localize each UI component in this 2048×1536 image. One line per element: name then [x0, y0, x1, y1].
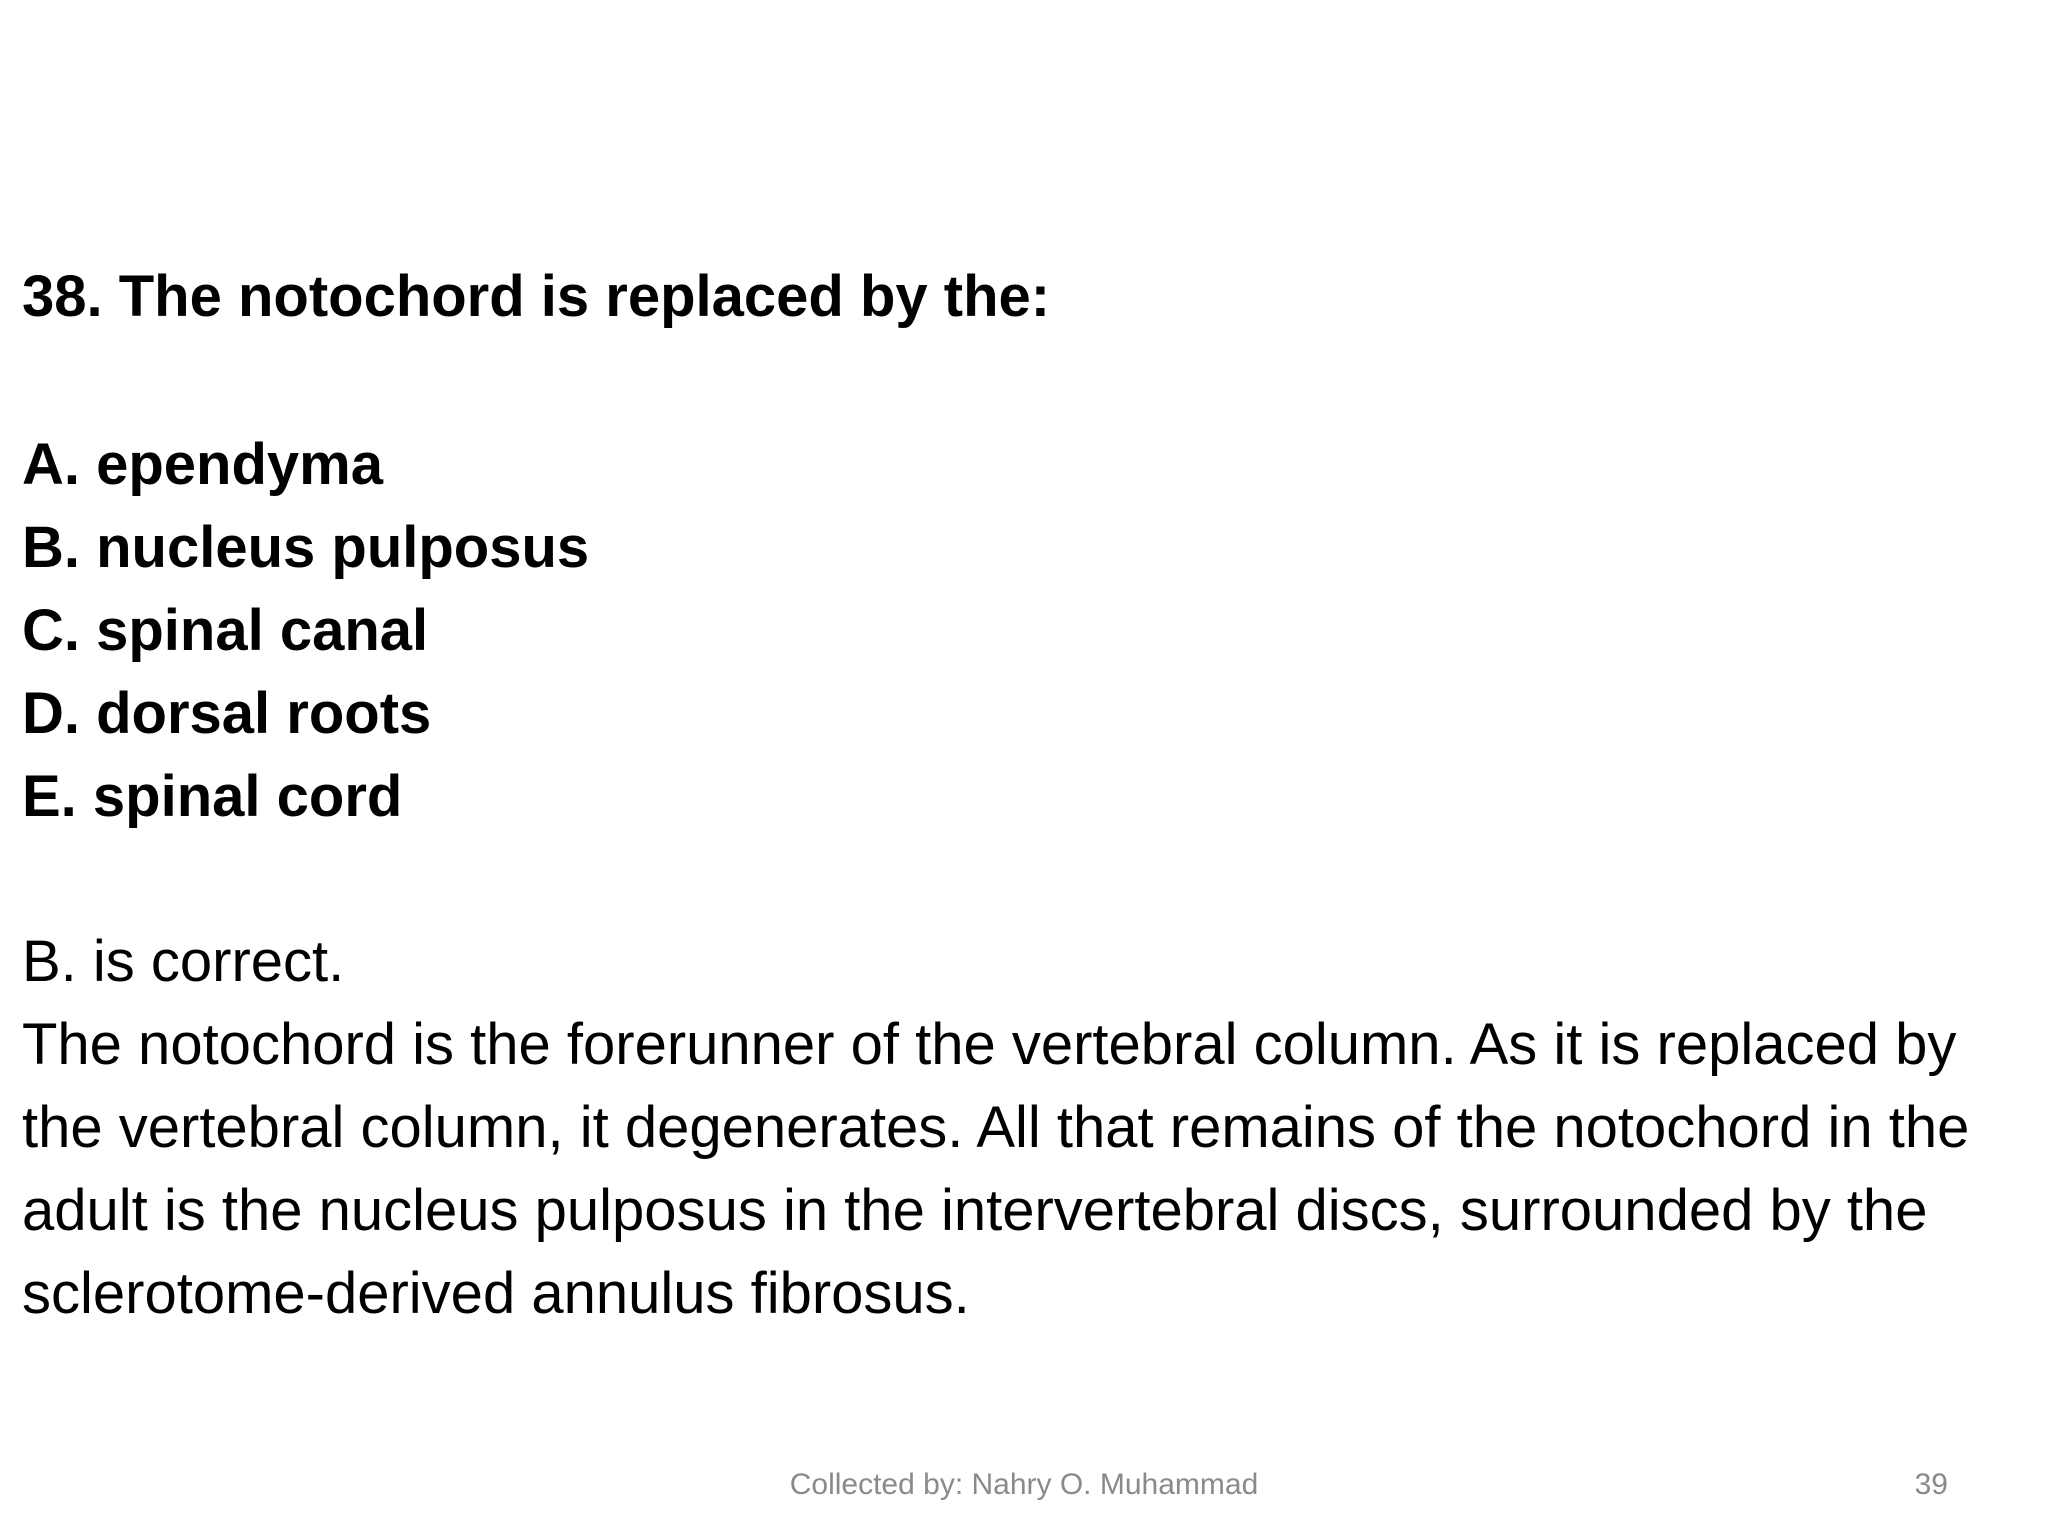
option-e: E. spinal cord [22, 764, 403, 829]
page-number: 39 [1914, 1468, 1948, 1501]
option-a: A. ependyma [22, 432, 383, 497]
footer-credit: Collected by: Nahry O. Muhammad [789, 1468, 1259, 1501]
option-d: D. dorsal roots [22, 681, 432, 746]
correct-answer: B. is correct. [22, 929, 345, 994]
explanation-text: The notochord is the forerunner of the vertebral column. As it is replaced by the vertebral column, it degenerates. All that remains of the notochord in the adult is the nucleus pulposus in the intervertebral discs, surrounded by the sclerotome-derived annulus fibrosus. [22, 1012, 1970, 1326]
slide-content [22, 255, 2032, 1335]
question-text: 38. The notochord is replaced by the: [22, 264, 1051, 329]
answer-options-list [22, 423, 2032, 838]
option-c: C. spinal canal [22, 598, 429, 663]
option-b: B. nucleus pulposus [22, 515, 590, 580]
